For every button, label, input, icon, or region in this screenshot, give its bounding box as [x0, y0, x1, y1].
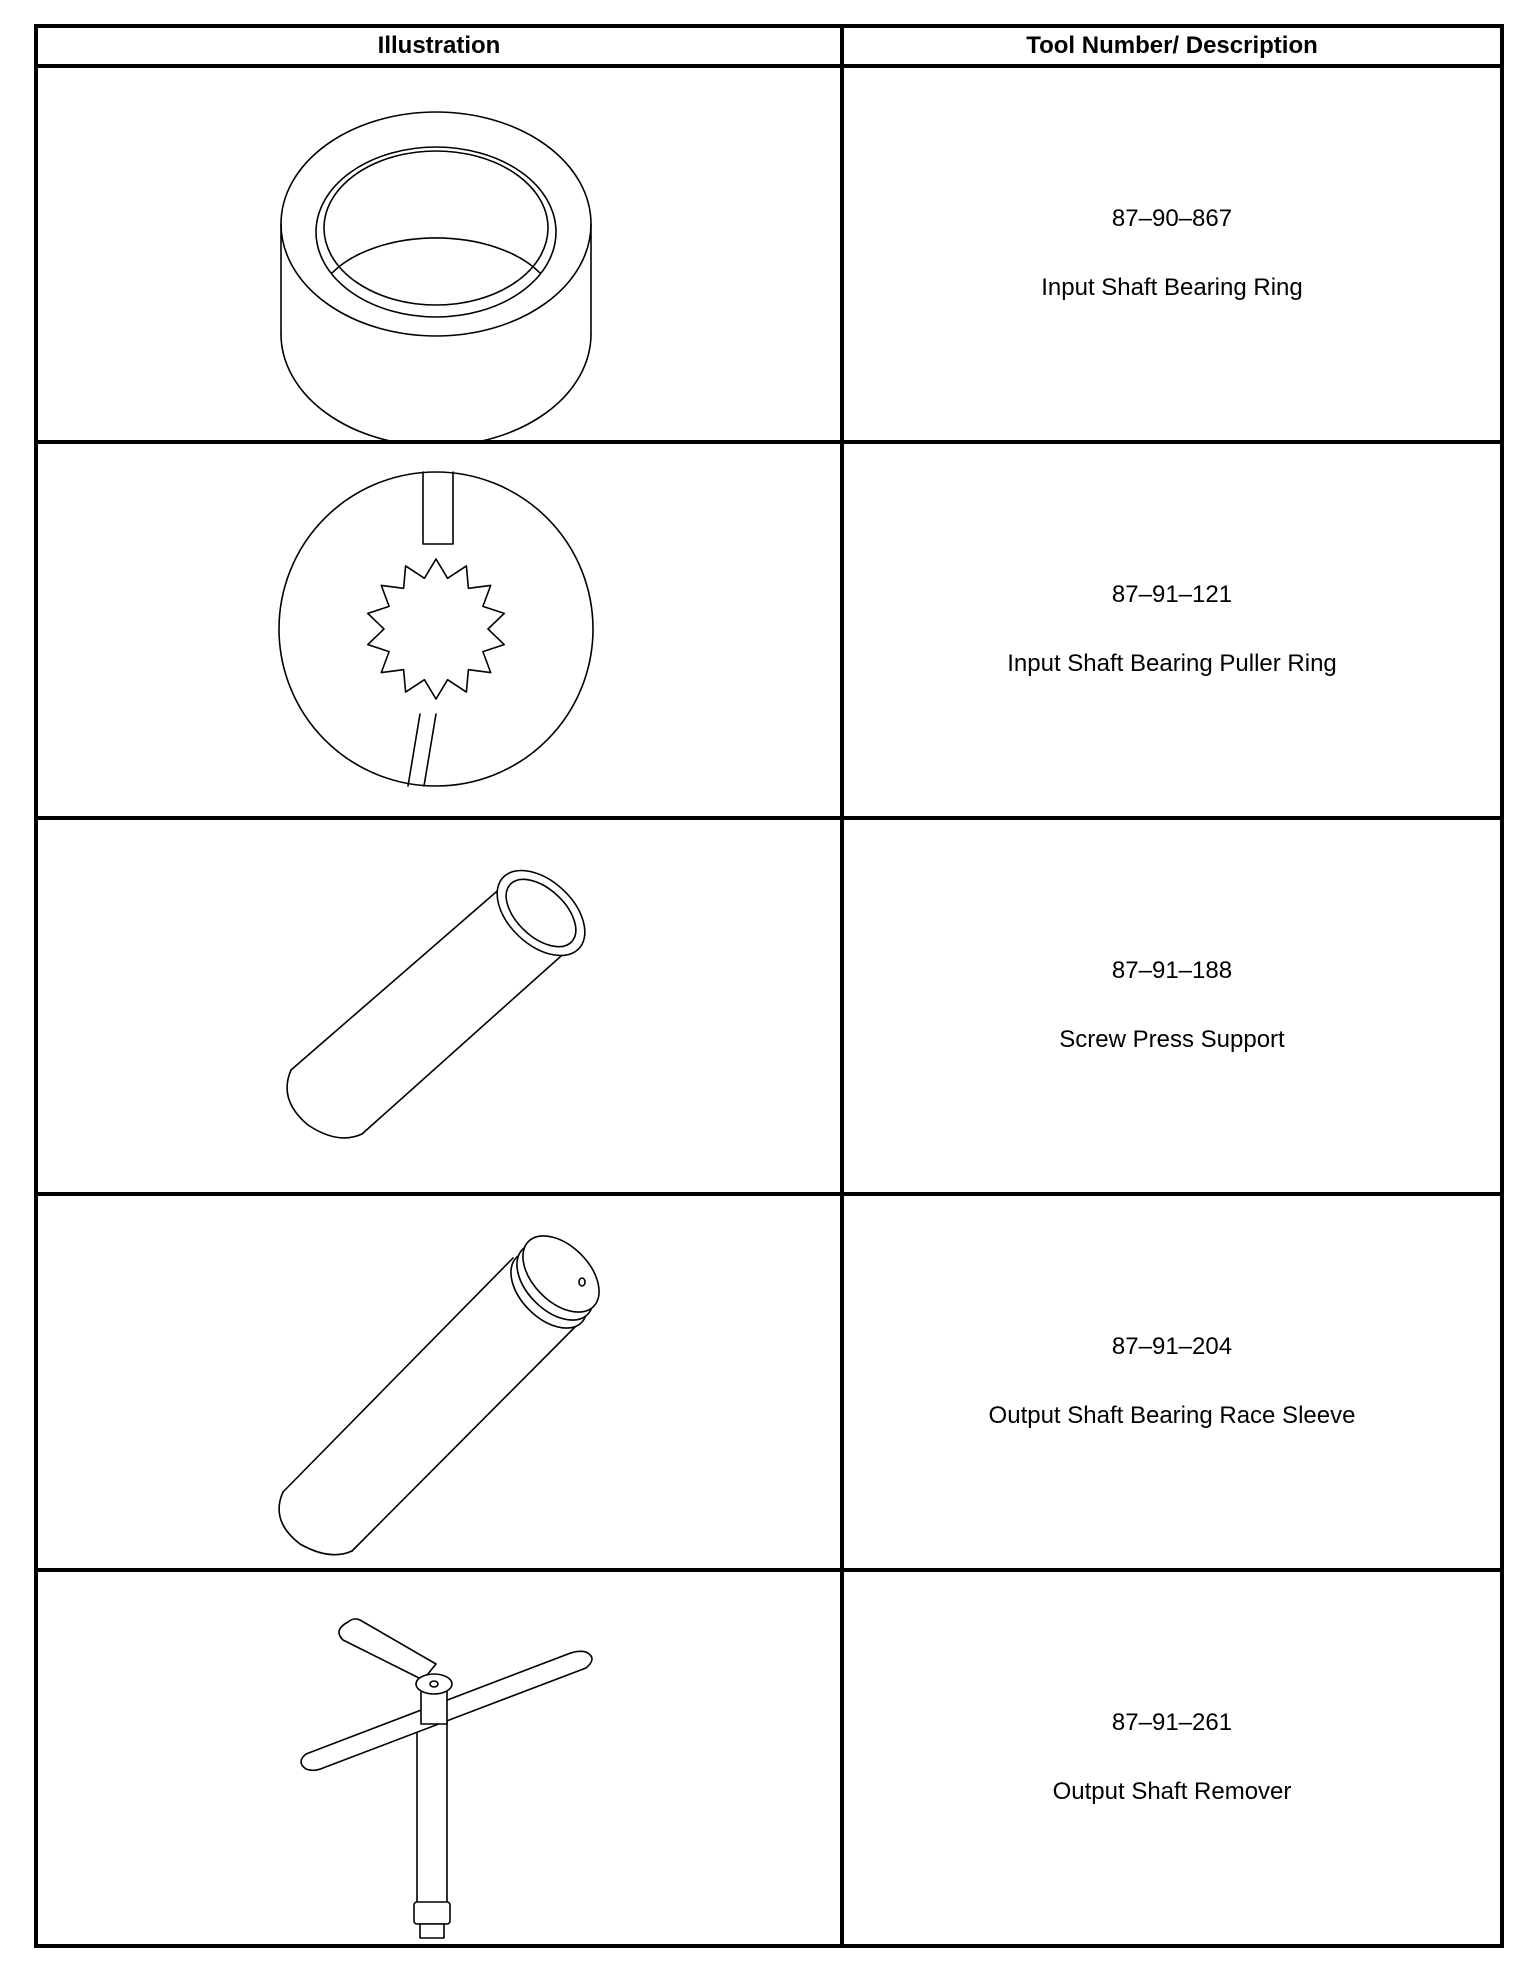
tube-support-icon — [38, 820, 844, 1192]
description-cell — [842, 66, 1502, 442]
description-cell — [842, 818, 1502, 1194]
table-row — [36, 818, 1502, 1194]
header-row — [36, 26, 1502, 66]
illustration-cell — [36, 818, 842, 1194]
tool-description: Input Shaft Bearing Puller Ring — [1007, 650, 1337, 677]
tool-description: Output Shaft Bearing Race Sleeve — [988, 1402, 1356, 1429]
t-handle-remover-icon — [38, 1572, 844, 1944]
description-header: Tool Number/ Description — [842, 26, 1502, 66]
tool-number: 87–91–121 — [1111, 581, 1233, 609]
race-sleeve-icon — [38, 1196, 844, 1568]
special-tools-table — [34, 24, 1504, 1948]
table-row — [36, 1570, 1502, 1946]
tool-description: Output Shaft Remover — [1052, 1778, 1292, 1805]
illustration-cell — [36, 66, 842, 442]
tool-number: 87–91–204 — [1111, 1333, 1233, 1361]
description-cell — [842, 1194, 1502, 1570]
description-cell — [842, 442, 1502, 818]
illustration-header: Illustration — [36, 26, 842, 66]
tool-description: Screw Press Support — [1059, 1026, 1285, 1053]
table-row — [36, 66, 1502, 442]
tool-description: Input Shaft Bearing Ring — [1041, 274, 1303, 301]
description-cell — [842, 1570, 1502, 1946]
illustration-cell — [36, 1194, 842, 1570]
bearing-ring-icon — [38, 68, 844, 440]
illustration-cell — [36, 442, 842, 818]
tool-number: 87–91–188 — [1111, 957, 1233, 985]
table-row — [36, 1194, 1502, 1570]
tool-number: 87–90–867 — [1111, 205, 1233, 233]
tool-number: 87–91–261 — [1111, 1709, 1233, 1737]
illustration-cell — [36, 1570, 842, 1946]
splined-puller-ring-icon — [38, 444, 844, 816]
table-row — [36, 442, 1502, 818]
